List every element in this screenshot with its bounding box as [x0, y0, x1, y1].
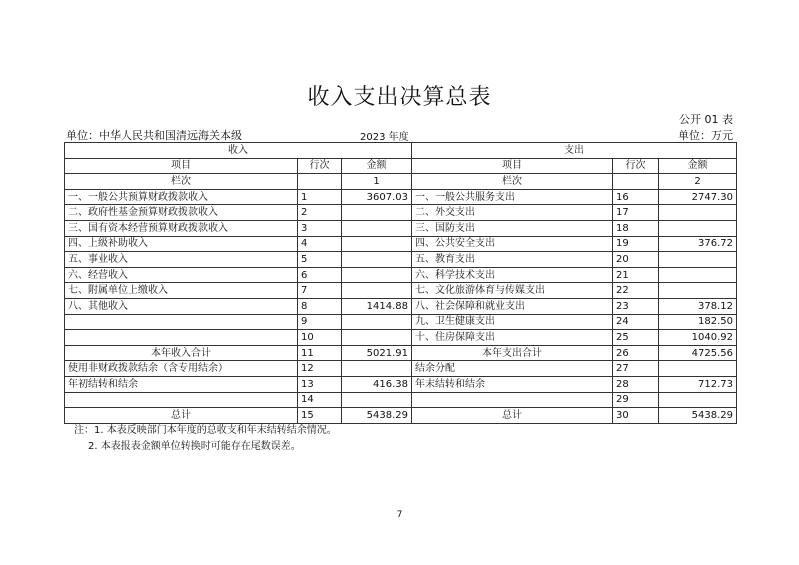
- income-rowno-cell: 1: [298, 189, 342, 205]
- table-row: [65, 345, 737, 361]
- expense-rowno-cell: 27: [613, 361, 659, 377]
- expense-rowno-cell: 22: [613, 283, 659, 299]
- expense-item-cell: 三、国防支出: [412, 220, 613, 236]
- income-rowno-cell: 11: [298, 345, 342, 361]
- expense-rowno-cell: 19: [613, 236, 659, 252]
- expense-amount-cell: [659, 220, 737, 236]
- income-rowno-cell: 10: [298, 330, 342, 346]
- expense-section-header: 支出: [412, 143, 737, 159]
- income-amount-cell: 5438.29: [342, 408, 412, 424]
- empty-cell: [298, 174, 342, 190]
- table-row: [65, 298, 737, 314]
- income-amount-cell: [342, 314, 412, 330]
- expense-rowno-cell: 30: [613, 408, 659, 424]
- expense-rowno-cell: 28: [613, 376, 659, 392]
- table-row: [65, 236, 737, 252]
- expense-amount-cell: [659, 267, 737, 283]
- income-item-cell: [65, 314, 298, 330]
- income-amount-cell: 3607.03: [342, 189, 412, 205]
- page-title: 收入支出决算总表: [307, 85, 492, 110]
- expense-amount-cell: [659, 361, 737, 377]
- income-column-label: 栏次: [65, 174, 298, 190]
- income-item-cell: 七、附属单位上缴收入: [65, 283, 298, 299]
- expense-amount-cell: [659, 283, 737, 299]
- table-row: [65, 220, 737, 236]
- expense-item-cell: 八、社会保障和就业支出: [412, 298, 613, 314]
- table-row: [65, 252, 737, 268]
- expense-rowno-cell: 21: [613, 267, 659, 283]
- expense-rowno-cell: 29: [613, 392, 659, 408]
- reporting-unit: 单位：中华人民共和国清远海关本级: [66, 129, 242, 142]
- income-rowno-cell: 4: [298, 236, 342, 252]
- table-row: [65, 376, 737, 392]
- income-amount-cell: [342, 205, 412, 221]
- income-item-cell: 本年收入合计: [65, 345, 298, 361]
- income-amount-cell: 416.38: [342, 376, 412, 392]
- table-row: [65, 392, 737, 408]
- column-header-row: [65, 158, 737, 174]
- income-item-header: 项目: [65, 158, 298, 174]
- income-section-header: 收入: [65, 143, 412, 159]
- table-row: [65, 283, 737, 299]
- expense-item-cell: 六、科学技术支出: [412, 267, 613, 283]
- expense-rowno-cell: 17: [613, 205, 659, 221]
- expense-item-cell: 总计: [412, 408, 613, 424]
- note-2: 2. 本表报表金额单位转换时可能存在尾数误差。: [88, 441, 301, 452]
- expense-item-cell: 本年支出合计: [412, 345, 613, 361]
- expense-item-cell: 一、一般公共服务支出: [412, 189, 613, 205]
- expense-amount-cell: 376.72: [659, 236, 737, 252]
- table-row: [65, 205, 737, 221]
- income-item-cell: 二、政府性基金预算财政拨款收入: [65, 205, 298, 221]
- income-rowno-header: 行次: [298, 158, 342, 174]
- expense-amount-cell: [659, 392, 737, 408]
- table-row: [65, 267, 737, 283]
- income-rowno-cell: 13: [298, 376, 342, 392]
- income-rowno-cell: 12: [298, 361, 342, 377]
- income-amount-cell: [342, 252, 412, 268]
- table-row: [65, 189, 737, 205]
- income-item-cell: 年初结转和结余: [65, 376, 298, 392]
- income-amount-cell: [342, 283, 412, 299]
- expense-item-cell: [412, 392, 613, 408]
- expense-item-cell: 二、外交支出: [412, 205, 613, 221]
- income-item-cell: 三、国有资本经营预算财政拨款收入: [65, 220, 298, 236]
- expense-rowno-cell: 16: [613, 189, 659, 205]
- income-rowno-cell: 14: [298, 392, 342, 408]
- income-amount-cell: [342, 236, 412, 252]
- income-amount-cell: [342, 220, 412, 236]
- expense-column-label: 栏次: [412, 174, 613, 190]
- expense-column-number: 2: [659, 174, 737, 190]
- expense-rowno-cell: 23: [613, 298, 659, 314]
- expense-amount-cell: 5438.29: [659, 408, 737, 424]
- income-amount-cell: 5021.91: [342, 345, 412, 361]
- expense-amount-cell: 712.73: [659, 376, 737, 392]
- expense-item-cell: 九、卫生健康支出: [412, 314, 613, 330]
- income-rowno-cell: 2: [298, 205, 342, 221]
- income-item-cell: 一、一般公共预算财政拨款收入: [65, 189, 298, 205]
- section-header-row: [65, 143, 737, 159]
- income-amount-cell: [342, 361, 412, 377]
- fiscal-year: 2023 年度: [360, 132, 409, 143]
- expense-amount-cell: [659, 205, 737, 221]
- expense-amount-cell: 2747.30: [659, 189, 737, 205]
- expense-rowno-cell: 25: [613, 330, 659, 346]
- income-item-cell: 总计: [65, 408, 298, 424]
- expense-amount-cell: [659, 252, 737, 268]
- income-item-cell: 六、经营收入: [65, 267, 298, 283]
- page-number: 7: [396, 510, 403, 520]
- expense-item-header: 项目: [412, 158, 613, 174]
- column-label-row: [65, 174, 737, 190]
- expense-item-cell: 四、公共安全支出: [412, 236, 613, 252]
- income-item-cell: [65, 330, 298, 346]
- income-rowno-cell: 8: [298, 298, 342, 314]
- expense-rowno-header: 行次: [613, 158, 659, 174]
- income-column-number: 1: [342, 174, 412, 190]
- income-rowno-cell: 3: [298, 220, 342, 236]
- expense-rowno-cell: 24: [613, 314, 659, 330]
- form-number: 公开 01 表: [679, 113, 733, 126]
- income-item-cell: 使用非财政拨款结余（含专用结余）: [65, 361, 298, 377]
- income-amount-header: 金额: [342, 158, 412, 174]
- income-item-cell: 四、上级补助收入: [65, 236, 298, 252]
- note-1: 注：1. 本表反映部门本年度的总收支和年末结转结余情况。: [74, 425, 337, 436]
- table-row: [65, 330, 737, 346]
- expense-amount-cell: 4725.56: [659, 345, 737, 361]
- income-rowno-cell: 5: [298, 252, 342, 268]
- income-item-cell: [65, 392, 298, 408]
- income-rowno-cell: 15: [298, 408, 342, 424]
- income-rowno-cell: 9: [298, 314, 342, 330]
- currency-unit: 单位：万元: [678, 129, 733, 142]
- income-amount-cell: [342, 267, 412, 283]
- expense-item-cell: 五、教育支出: [412, 252, 613, 268]
- expense-amount-cell: 1040.92: [659, 330, 737, 346]
- expense-amount-cell: 378.12: [659, 298, 737, 314]
- income-rowno-cell: 6: [298, 267, 342, 283]
- income-amount-cell: [342, 392, 412, 408]
- income-rowno-cell: 7: [298, 283, 342, 299]
- table-row: [65, 361, 737, 377]
- income-expense-table: [64, 142, 737, 424]
- expense-item-cell: 年末结转和结余: [412, 376, 613, 392]
- income-amount-cell: [342, 330, 412, 346]
- table-row: [65, 314, 737, 330]
- expense-rowno-cell: 26: [613, 345, 659, 361]
- expense-rowno-cell: 20: [613, 252, 659, 268]
- expense-item-cell: 结余分配: [412, 361, 613, 377]
- empty-cell: [613, 174, 659, 190]
- expense-amount-header: 金额: [659, 158, 737, 174]
- income-amount-cell: 1414.88: [342, 298, 412, 314]
- expense-item-cell: 七、文化旅游体育与传媒支出: [412, 283, 613, 299]
- expense-amount-cell: 182.50: [659, 314, 737, 330]
- income-item-cell: 八、其他收入: [65, 298, 298, 314]
- expense-item-cell: 十、住房保障支出: [412, 330, 613, 346]
- income-item-cell: 五、事业收入: [65, 252, 298, 268]
- expense-rowno-cell: 18: [613, 220, 659, 236]
